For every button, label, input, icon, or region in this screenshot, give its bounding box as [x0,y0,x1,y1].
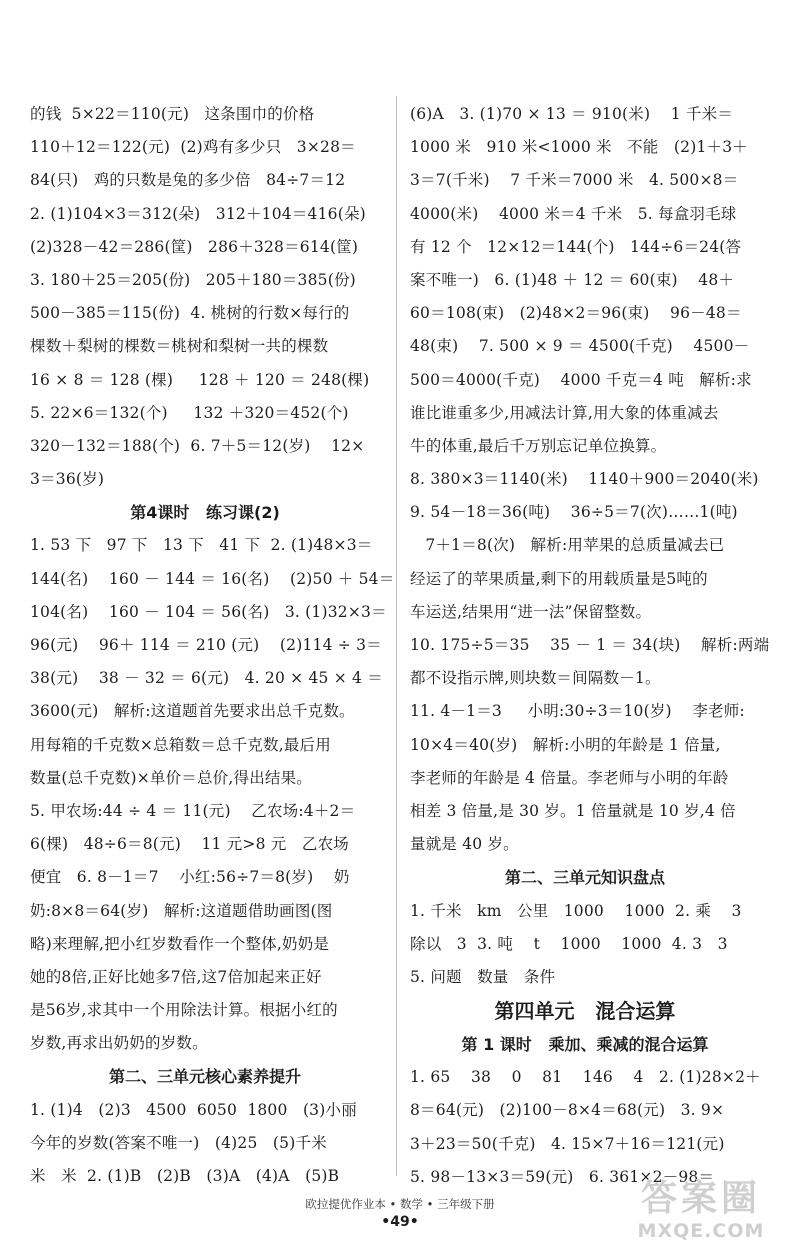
right-block-a [410,98,770,861]
answer-line: 320－132＝188(个) 6. 7＋5＝12(岁) 12× [30,436,365,455]
answer-line: 1. 千米 km 公里 1000 1000 2. 乘 3 [410,901,742,920]
left-block-c [30,1094,380,1194]
answer-line: 7＋1＝8(次) 解析:用苹果的总质量减去已 [410,536,725,555]
watermark-bottom-text: MXQE.COM [637,1220,765,1242]
answer-line: 11. 4－1＝3 小明:30÷3＝10(岁) 李老师: [410,702,745,721]
answer-line: 500＝4000(千克) 4000 千克＝4 吨 解析:求 [410,370,752,389]
answer-line: 5. 22×6＝132(个) 132 ＋320＝452(个) [30,403,349,422]
answer-line: 奶:8×8＝64(岁) 解析:这道题借助画图(图 [30,901,333,920]
answer-line: 3600(元) 解析:这道题首先要求出总千克数。 [30,702,355,721]
watermark-logo [616,1178,786,1250]
answer-line: 量就是 40 岁。 [410,835,519,854]
answer-line: 是56岁,求其中一个用除法计算。根据小红的 [30,1001,338,1020]
answer-line: (2)328－42＝286(筐) 286＋328＝614(筐) [30,237,359,256]
answer-line: 3. 180＋25＝205(份) 205＋180＝385(份) [30,270,356,289]
answer-line: 110＋12＝122(元) (2)鸡有多少只 3×28＝ [30,138,356,157]
left-block-a [30,98,380,496]
right-block-c [410,1061,760,1194]
knowledge-review-heading: 第二、三单元知识盘点 [504,868,665,888]
answer-line: 104(名) 160 － 104 ＝ 56(名) 3. (1)32×3＝ [30,602,387,621]
unit-four-title: 第四单元 混合运算 [494,999,676,1024]
answer-line: 除以 3 3. 吨 t 1000 1000 4. 3 3 [410,934,728,953]
answer-line: 案不唯一) 6. (1)48 ＋ 12 ＝ 60(束) 48＋ [410,270,735,289]
answer-line: 数量(总千克数)×单价＝总价,得出结果。 [30,768,313,787]
answer-line: 144(名) 160 － 144 ＝ 16(名) (2)50 ＋ 54＝ [30,569,395,588]
answer-line: (6)A 3. (1)70 × 13 ＝ 910(米) 1 千米＝ [410,105,734,123]
page-number: •49• [381,1214,419,1230]
right-block-b [410,895,760,995]
answer-line: 10×4＝40(岁) 解析:小明的年龄是 1 倍量, [410,735,721,754]
answer-line: 96(元) 96＋ 114 ＝ 210 (元) (2)114 ÷ 3＝ [30,636,382,654]
watermark-top-text: 答案圈 [640,1178,761,1219]
answer-line: 车运送,结果用“进一法”保留整数。 [410,602,652,621]
answer-line: 1000 米 910 米<1000 米 不能 (2)1＋3＋ [410,138,748,157]
answer-line: 2. (1)104×3＝312(朵) 312＋104＝416(朵) [30,204,366,223]
answer-line: 8＝64(元) (2)100－8×4＝68(元) 3. 9× [410,1101,725,1120]
answer-line: 1. 65 38 0 81 146 4 2. (1)28×2＋ [410,1068,761,1087]
answer-line: 今年的岁数(答案不唯一) (4)25 (5)千米 [30,1133,327,1152]
answer-line: 8. 380×3＝1140(米) 1140＋900＝2040(米) [410,470,759,489]
answer-line: 略)来理解,把小红岁数看作一个整体,奶奶是 [30,934,330,953]
answer-line: 都不设指示牌,则块数＝间隔数－1。 [410,669,661,688]
answer-line: 3＝7(千米) 7 千米＝7000 米 4. 500×8＝ [410,171,739,190]
answer-line: 60＝108(束) (2)48×2＝96(束) 96－48＝ [410,304,742,323]
answer-line: 5. 问题 数量 条件 [410,967,556,986]
left-column [30,98,395,1193]
answer-line: 6(棵) 48÷6＝8(元) 11 元>8 元 乙农场 [30,835,349,854]
answer-line: 的钱 5×22＝110(元) 这条围巾的价格 [30,105,315,123]
answer-line: 经运了的苹果质量,剩下的用载质量是5吨的 [410,569,708,588]
answer-line: 3＝36(岁) [30,470,105,489]
right-column [410,98,770,1194]
left-block-b [30,529,395,1060]
answer-line: 1. 53 下 97 下 13 下 41 下 2. (1)48×3＝ [30,536,373,555]
answer-line: 5. 98－13×3＝59(元) 6. 361×2－98＝ [410,1167,715,1186]
answer-line: 38(元) 38 － 32 ＝ 6(元) 4. 20 × 45 × 4 ＝ [30,669,383,688]
answer-line: 岁数,再求出奶奶的岁数。 [30,1034,208,1053]
column-divider [396,96,397,1176]
answer-line: 有 12 个 12×12＝144(个) 144÷6＝24(答 [410,237,742,256]
lesson-heading-practice-2: 第4课时 练习课(2) [130,503,280,523]
answer-line: 4000(米) 4000 米＝4 千米 5. 每盒羽毛球 [410,204,737,223]
answer-line: 她的8倍,正好比她多7倍,这7倍加起来正好 [30,967,322,986]
answer-line: 9. 54－18＝36(吨) 36÷5＝7(次)……1(吨) [410,503,738,522]
core-literacy-heading: 第二、三单元核心素养提升 [108,1067,301,1087]
answer-line: 李老师的年龄是 4 倍量。李老师与小明的年龄 [410,768,729,787]
answer-line: 500－385＝115(份) 4. 桃树的行数×每行的 [30,304,350,323]
answer-line: 3＋23＝50(千克) 4. 15×7＋16＝121(元) [410,1134,725,1153]
answer-line: 5. 甲农场:44 ÷ 4 ＝ 11(元) 乙农场:4＋2＝ [30,801,356,820]
answer-line: 便宜 6. 8－1＝7 小红:56÷7＝8(岁) 奶 [30,868,350,887]
answer-line: 1. (1)4 (2)3 4500 6050 1800 (3)小丽 [30,1100,357,1119]
answer-line: 84(只) 鸡的只数是兔的多少倍 84÷7＝12 [30,171,346,190]
answer-line: 谁比谁重多少,用减法计算,用大象的体重减去 [410,403,719,422]
answer-line: 相差 3 倍量,是 30 岁。1 倍量就是 10 岁,4 倍 [410,801,736,820]
answer-line: 牛的体重,最后千万别忘记单位换算。 [410,436,667,455]
answer-line: 米 米 2. (1)B (2)B (3)A (4)A (5)B [30,1167,340,1185]
lesson-heading-mixed-ops: 第 1 课时 乘加、乘减的混合运算 [461,1035,709,1055]
answer-line: 用每箱的千克数×总箱数＝总千克数,最后用 [30,735,331,754]
answer-line: 16 × 8 ＝ 128 (棵) 128 ＋ 120 ＝ 248(棵) [30,370,370,389]
answer-line: 48(束) 7. 500 × 9 ＝ 4500(千克) 4500－ [410,337,750,356]
answer-line: 10. 175÷5＝35 35 － 1 ＝ 34(块) 解析:两端 [410,636,770,654]
answer-line: 棵数＋梨树的棵数＝桃树和梨树一共的棵数 [30,337,329,356]
book-title-footer: 欧拉提优作业本 • 数学 • 三年级下册 [305,1197,495,1211]
